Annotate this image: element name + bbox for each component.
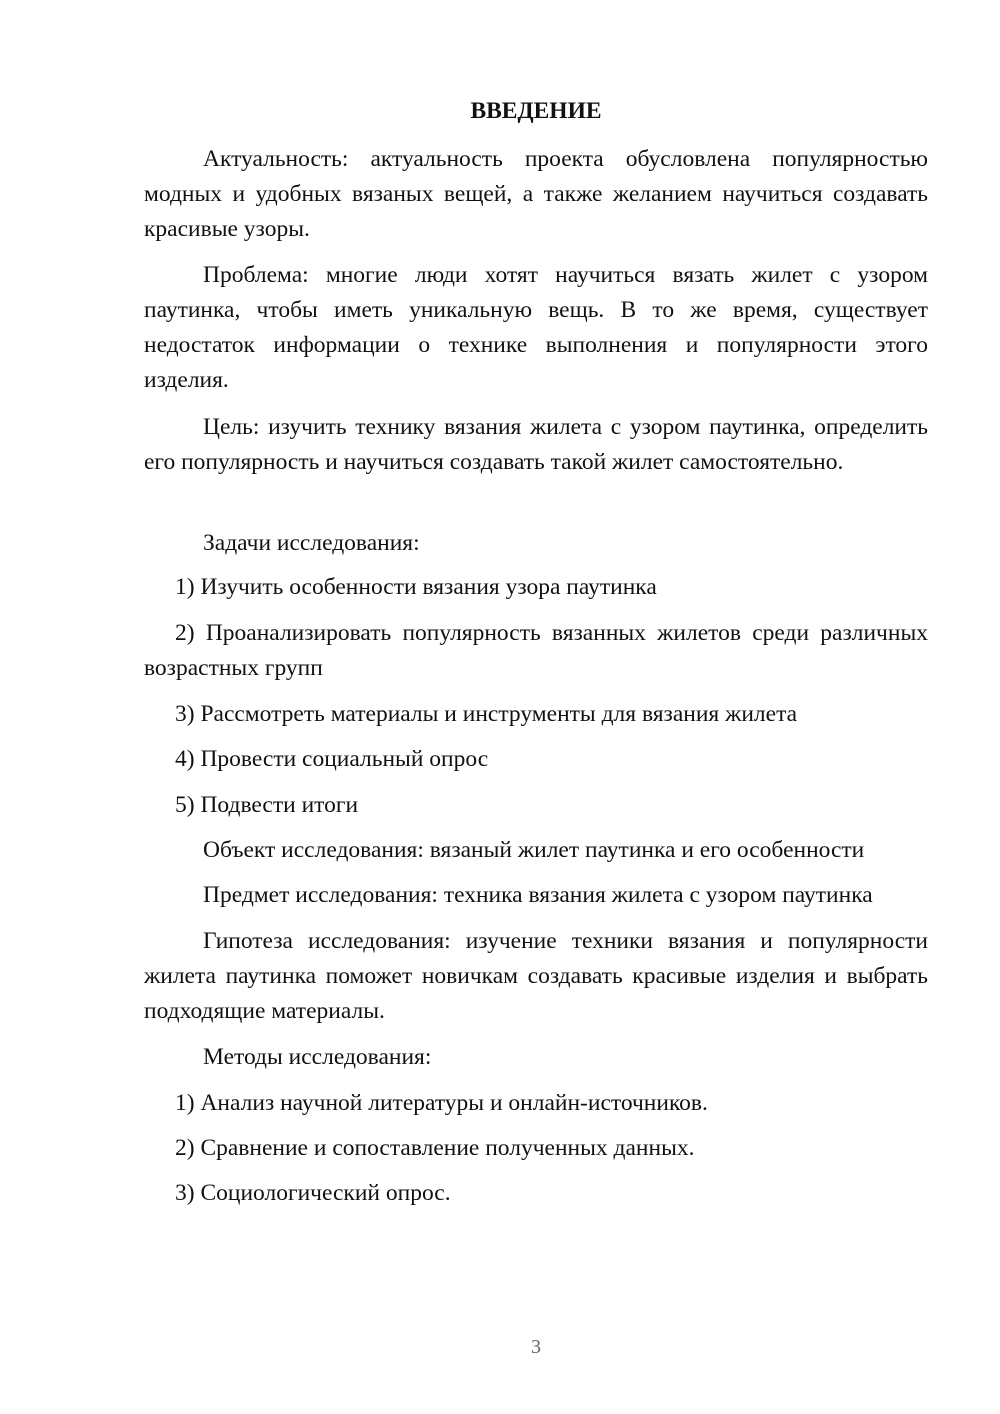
- list-item-task-4: 4) Провести социальный опрос: [175, 746, 489, 772]
- page-number: 3: [531, 1336, 541, 1358]
- paragraph-subject: Предмет исследования: техника вязания жилета с узором паутинка: [203, 882, 873, 908]
- list-item-task-2: 2) Проанализировать популярность вязанных жилетов среди различных возрастных групп: [144, 620, 928, 681]
- paragraph-tasks-heading: Задачи исследования:: [203, 530, 420, 556]
- list-item-task-5: 5) Подвести итоги: [175, 792, 359, 818]
- page-title: ВВЕДЕНИЕ: [470, 98, 602, 124]
- list-item-method-1: 1) Анализ научной литературы и онлайн-источников.: [175, 1090, 708, 1116]
- paragraph-methods-heading: Методы исследования:: [203, 1044, 432, 1070]
- paragraph-goal: Цель: изучить технику вязания жилета с узором паутинка, определить его популярность и научиться создавать такой жилет самостоятельно.: [144, 414, 928, 475]
- paragraph-hypothesis: Гипотеза исследования: изучение техники вязания и популярности жилета паутинка поможет новичкам создавать красивые изделия и выбрать подходящие материалы.: [144, 928, 928, 1024]
- list-item-method-3: 3) Социологический опрос.: [175, 1180, 451, 1206]
- paragraph-problem: Проблема: многие люди хотят научиться вязать жилет с узором паутинка, чтобы иметь уникальную вещь. В то же время, существует недостаток информации о технике выполнения и популярности этого изделия.: [144, 262, 928, 393]
- list-item-method-2: 2) Сравнение и сопоставление полученных данных.: [175, 1135, 695, 1161]
- paragraph-object: Объект исследования: вязаный жилет паутинка и его особенности: [203, 837, 865, 863]
- list-item-task-3: 3) Рассмотреть материалы и инструменты для вязания жилета: [175, 701, 798, 727]
- paragraph-relevance: Актуальность: актуальность проекта обусловлена популярностью модных и удобных вязаных вещей, а также желанием научиться создавать красивые узоры.: [144, 146, 928, 242]
- list-item-task-1: 1) Изучить особенности вязания узора паутинка: [175, 574, 657, 600]
